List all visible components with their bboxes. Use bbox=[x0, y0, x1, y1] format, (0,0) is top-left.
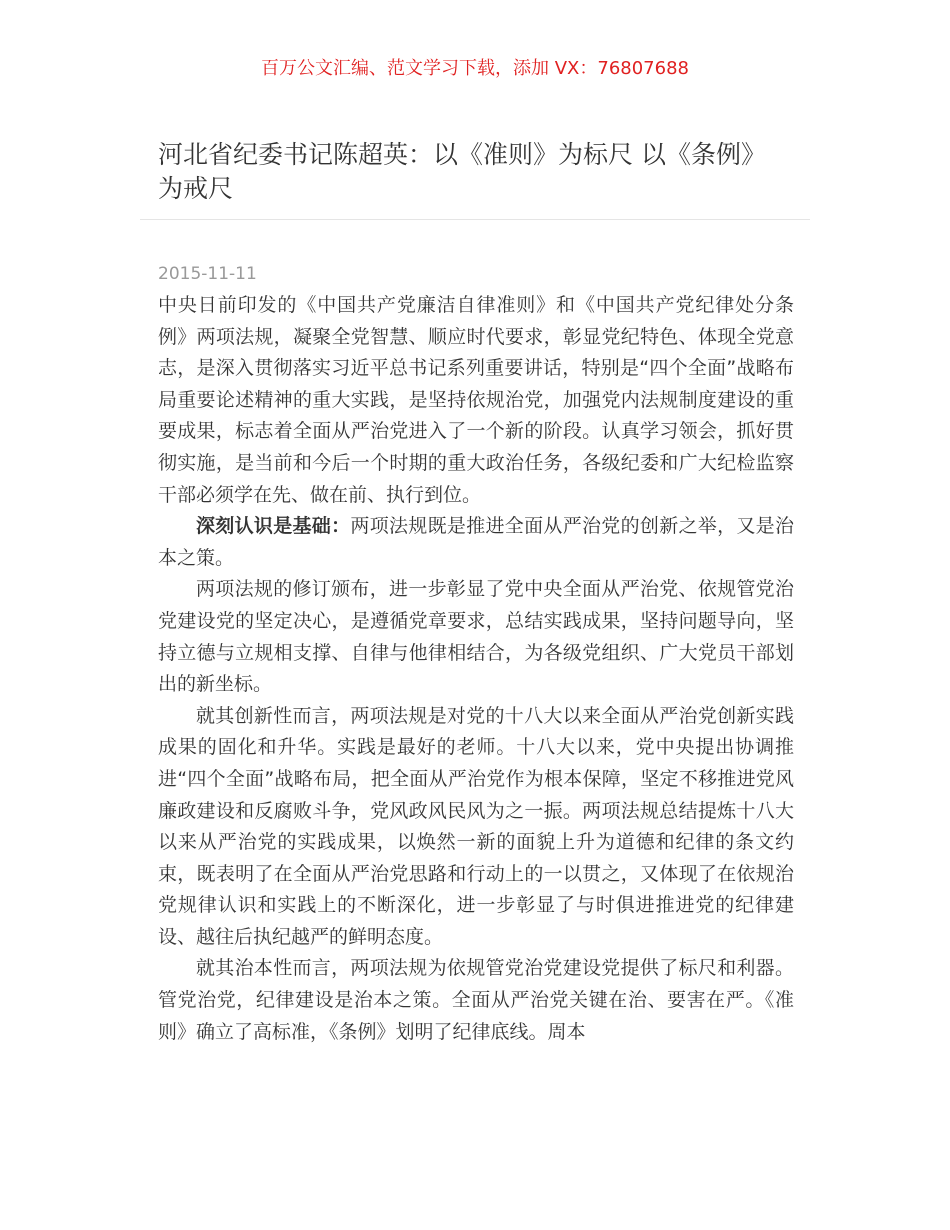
article-body bbox=[158, 290, 794, 1120]
paragraph-text: 就其创新性而言，两项法规是对党的十八大以来全面从严治党创新实践成果的固化和升华。实践是最好的老师。十八大以来，党中央提出协调推进“四个全面”战略布局，把全面从严治党作为根本保障，坚定不移推进党风廉政建设和反腐败斗争，党风政风民风为之一振。两项法规总结提炼十八大以来从严治党的实践成果，以焕然一新的面貌上升为道德和纪律的条文约束，既表明了在全面从严治党思路和行动上的一以贯之，又体现了在依规治党规律认识和实践上的不断深化，进一步彰显了与时俱进推进党的纪律建设、越往后执纪越严的鲜明态度。 bbox=[158, 704, 794, 948]
article-paragraph-2 bbox=[158, 511, 794, 574]
title-divider bbox=[140, 219, 810, 220]
publish-date: 2015-11-11 bbox=[158, 264, 257, 284]
article-paragraph-3 bbox=[158, 574, 794, 700]
paragraph-text: 两项法规的修订颁布，进一步彰显了党中央全面从严治党、依规管党治党建设党的坚定决心，是遵循党章要求，总结实践成果，坚持问题导向，坚持立德与立规相支撑、自律与他律相结合，为各级党组织、广大党员干部划出的新坐标。 bbox=[158, 578, 794, 696]
paragraph-lead-heading: 深刻认识是基础： bbox=[196, 515, 351, 538]
article-paragraph-5 bbox=[158, 953, 794, 1048]
paragraph-text: 就其治本性而言，两项法规为依规管党治党建设党提供了标尺和利器。管党治党，纪律建设是治本之策。全面从严治党关键在治、要害在严。《准则》确立了高标准，《条例》划明了纪律底线。周本 bbox=[158, 957, 794, 1043]
article-title: 河北省纪委书记陈超英：以《准则》为标尺 以《条例》为戒尺 bbox=[158, 140, 754, 203]
paragraph-text: 两项法规既是推进全面从严治党的创新之举，又是治本之策。 bbox=[158, 515, 794, 569]
promo-banner: 百万公文汇编、范文学习下载，添加 VX：76807688 bbox=[261, 58, 689, 79]
article-paragraph-4 bbox=[158, 701, 794, 954]
paragraph-text: 中央日前印发的《中国共产党廉洁自律准则》和《中国共产党纪律处分条例》两项法规，凝聚全党智慧、顺应时代要求，彰显党纪特色、体现全党意志，是深入贯彻落实习近平总书记系列重要讲话，特别是“四个全面”战略布局重要论述精神的重大实践，是坚持依规治党，加强党内法规制度建设的重要成果，标志着全面从严治党进入了一个新的阶段。认真学习领会，抓好贯彻实施，是当前和今后一个时期的重大政治任务，各级纪委和广大纪检监察干部必须学在先、做在前、执行到位。 bbox=[158, 294, 794, 506]
article-paragraph-1 bbox=[158, 290, 794, 511]
